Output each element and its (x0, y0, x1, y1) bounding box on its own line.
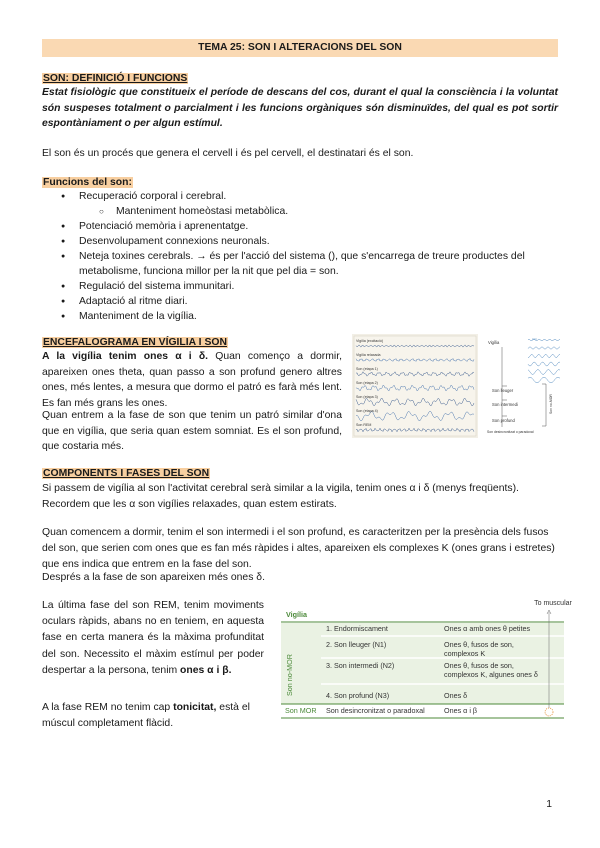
section-heading-eeg: ENCEFALOGRAMA EN VÍGILIA I SON (43, 337, 227, 348)
functions-list (42, 189, 562, 324)
mini-eeg-trace (528, 362, 560, 366)
table-cell-stage: Son desincronitzat o paradoxal (326, 706, 425, 715)
eeg-label: Son REM (356, 423, 372, 427)
list-item: ● Neteja toxines cerebrals. → és per l'acció del sistema (), que s'encarrega de treure productes del metabolisme, funciona millor per la nit que pel dia = son. (42, 249, 562, 279)
eeg-paragraph-2: Quan entrem a la fase de son que tenim un patró similar d'ona que en vigília, que seria quan estem somniat. Es el son profund, que costaria més. (42, 410, 342, 452)
table-cell-waves: Ones α i β (444, 706, 478, 715)
eeg-label: Son (etapa 3) (356, 395, 378, 399)
list-item: ● Adaptació al ritme diari. (42, 294, 562, 309)
tonicity-paragraph (42, 700, 272, 732)
list-item: ○ Manteniment homeòstasi metabòlica. (42, 204, 562, 219)
stage-label: Vigília (488, 340, 500, 345)
stage-label: Son lleuger (492, 388, 514, 393)
eeg-label: Son (etapa 1) (356, 367, 378, 371)
eeg-paragraph-text: Quan començo a dormir, apareixen ones theta, quan passo a son profund genero altres ones, més lentes, a mesura que dormo el patró es farà més lent. Es fan més grans les ones. (42, 351, 342, 409)
table-cell-stage: 2. Son lleuger (N1) (326, 640, 387, 649)
mini-eeg-trace (528, 370, 560, 375)
list-item: ● Manteniment de la vigília. (42, 309, 562, 324)
list-item: ● Desenvolupament connexions neuronals. (42, 234, 562, 249)
table-cell-waves: Ones δ (444, 691, 468, 700)
stage-side-label: Son no-MOR (549, 394, 553, 414)
section-heading-phases: COMPONENTS I FASES DEL SON (43, 468, 210, 479)
definition-paragraph: Estat fisiològic que constitueix el període de descans del cos, durant el qual la consciència i la voluntat són suspeses totalment o parcialment i les funcions orgàniques són disminuïdes, del qual es pot sortir espontàniament o per algun estímul. (42, 87, 558, 129)
rem-paragraph (42, 598, 264, 679)
table-header-vigilia: Vigília (286, 610, 308, 619)
table-cell-stage: 3. Son intermedi (N2) (326, 661, 395, 670)
mini-eeg-trace (528, 347, 560, 349)
eeg-bold-lead: A la vigília tenim ones α i δ. (42, 351, 209, 362)
section-heading-definition: SON: DEFINICIÓ I FUNCIONS (43, 73, 188, 84)
table-side-label: Son no-MOR (285, 654, 294, 696)
list-item: ● Regulació del sistema immunitari. (42, 279, 562, 294)
table-cell-waves: Ones α amb ones θ petites (444, 624, 531, 633)
mini-eeg-trace (528, 354, 560, 357)
tonicity-text-a: A la fase REM no tenim cap (42, 702, 171, 713)
page-title: TEMA 25: SON I ALTERACIONS DEL SON (42, 39, 558, 57)
eeg-figure (352, 334, 562, 438)
stage-label: Son intermedi (492, 402, 518, 407)
table-group-mor: Son MOR (285, 706, 317, 715)
tonicity-bold: tonicitat, (173, 702, 217, 713)
eeg-label: Vigília relaxada (356, 353, 381, 357)
eeg-label: Son (etapa 2) (356, 381, 378, 385)
rem-paragraph-text: La última fase del son REM, tenim moviments oculars ràpids, abans no en teniem, en aquesta fase en certa manera és la màxima profunditat del son. Necessito el màxim estímul per poder despertar a la persona, tenim (42, 600, 264, 676)
rem-paragraph-end: . (228, 664, 232, 676)
functions-heading: Funcions del son: (43, 177, 132, 188)
table-cell-waves: Ones θ, fusos de son, complexos K, algunes ones δ (444, 661, 538, 679)
svg-text:≈≈≈: ≈≈≈ (532, 337, 537, 341)
tonicity-text-b: està el múscul completament flàcid. (42, 702, 250, 730)
phases-paragraph-3: Després a la fase de son apareixen més ones δ. (42, 572, 265, 583)
intro-paragraph: El son és un procés que genera el cervell i és pel cervell, el destinatari és el son. (42, 148, 414, 159)
phases-paragraph-2: Quan comencem a dormir, tenim el son intermedi i el son profund, es caracteritzen per la presència dels fusos del son, que serien com ones que es fan més ràpides i altes, apareixen els complexes K (ones grans i estretes) que ens indica que entrem en la fase del son. (42, 527, 555, 570)
table-header-muscle-tone: To muscular (534, 600, 572, 607)
stage-label: Son profund (492, 418, 515, 423)
table-cell-stage: 1. Endormiscament (326, 624, 388, 633)
table-cell-waves: Ones θ, fusos de son, complexos K (444, 640, 514, 658)
list-item: ● Recuperació corporal i cerebral. (42, 189, 562, 204)
eeg-label: Vigília (excitació) (356, 339, 384, 343)
rem-waves-bold: ones α i β (180, 664, 229, 676)
list-item: ● Potenciació memòria i aprenentatge. (42, 219, 562, 234)
stage-label: Son desincronitzat o paradoxal (487, 430, 534, 434)
mini-eeg-trace (528, 377, 560, 383)
eeg-figure-svg (352, 334, 562, 438)
sleep-stages-table (281, 600, 572, 724)
page-number: 1 (546, 799, 552, 810)
eeg-paragraph (42, 349, 342, 411)
phases-paragraph-1: Si passem de vigília al son l'activitat cerebral serà similar a la vigila, tenim ones α i δ (menys freqüents). Recordem que les α son vigílies relaxades, quan estem estirats. (42, 483, 519, 510)
eeg-label: Son (etapa 4) (356, 409, 378, 413)
table-cell-stage: 4. Son profund (N3) (326, 691, 390, 700)
mini-traces (528, 339, 560, 383)
